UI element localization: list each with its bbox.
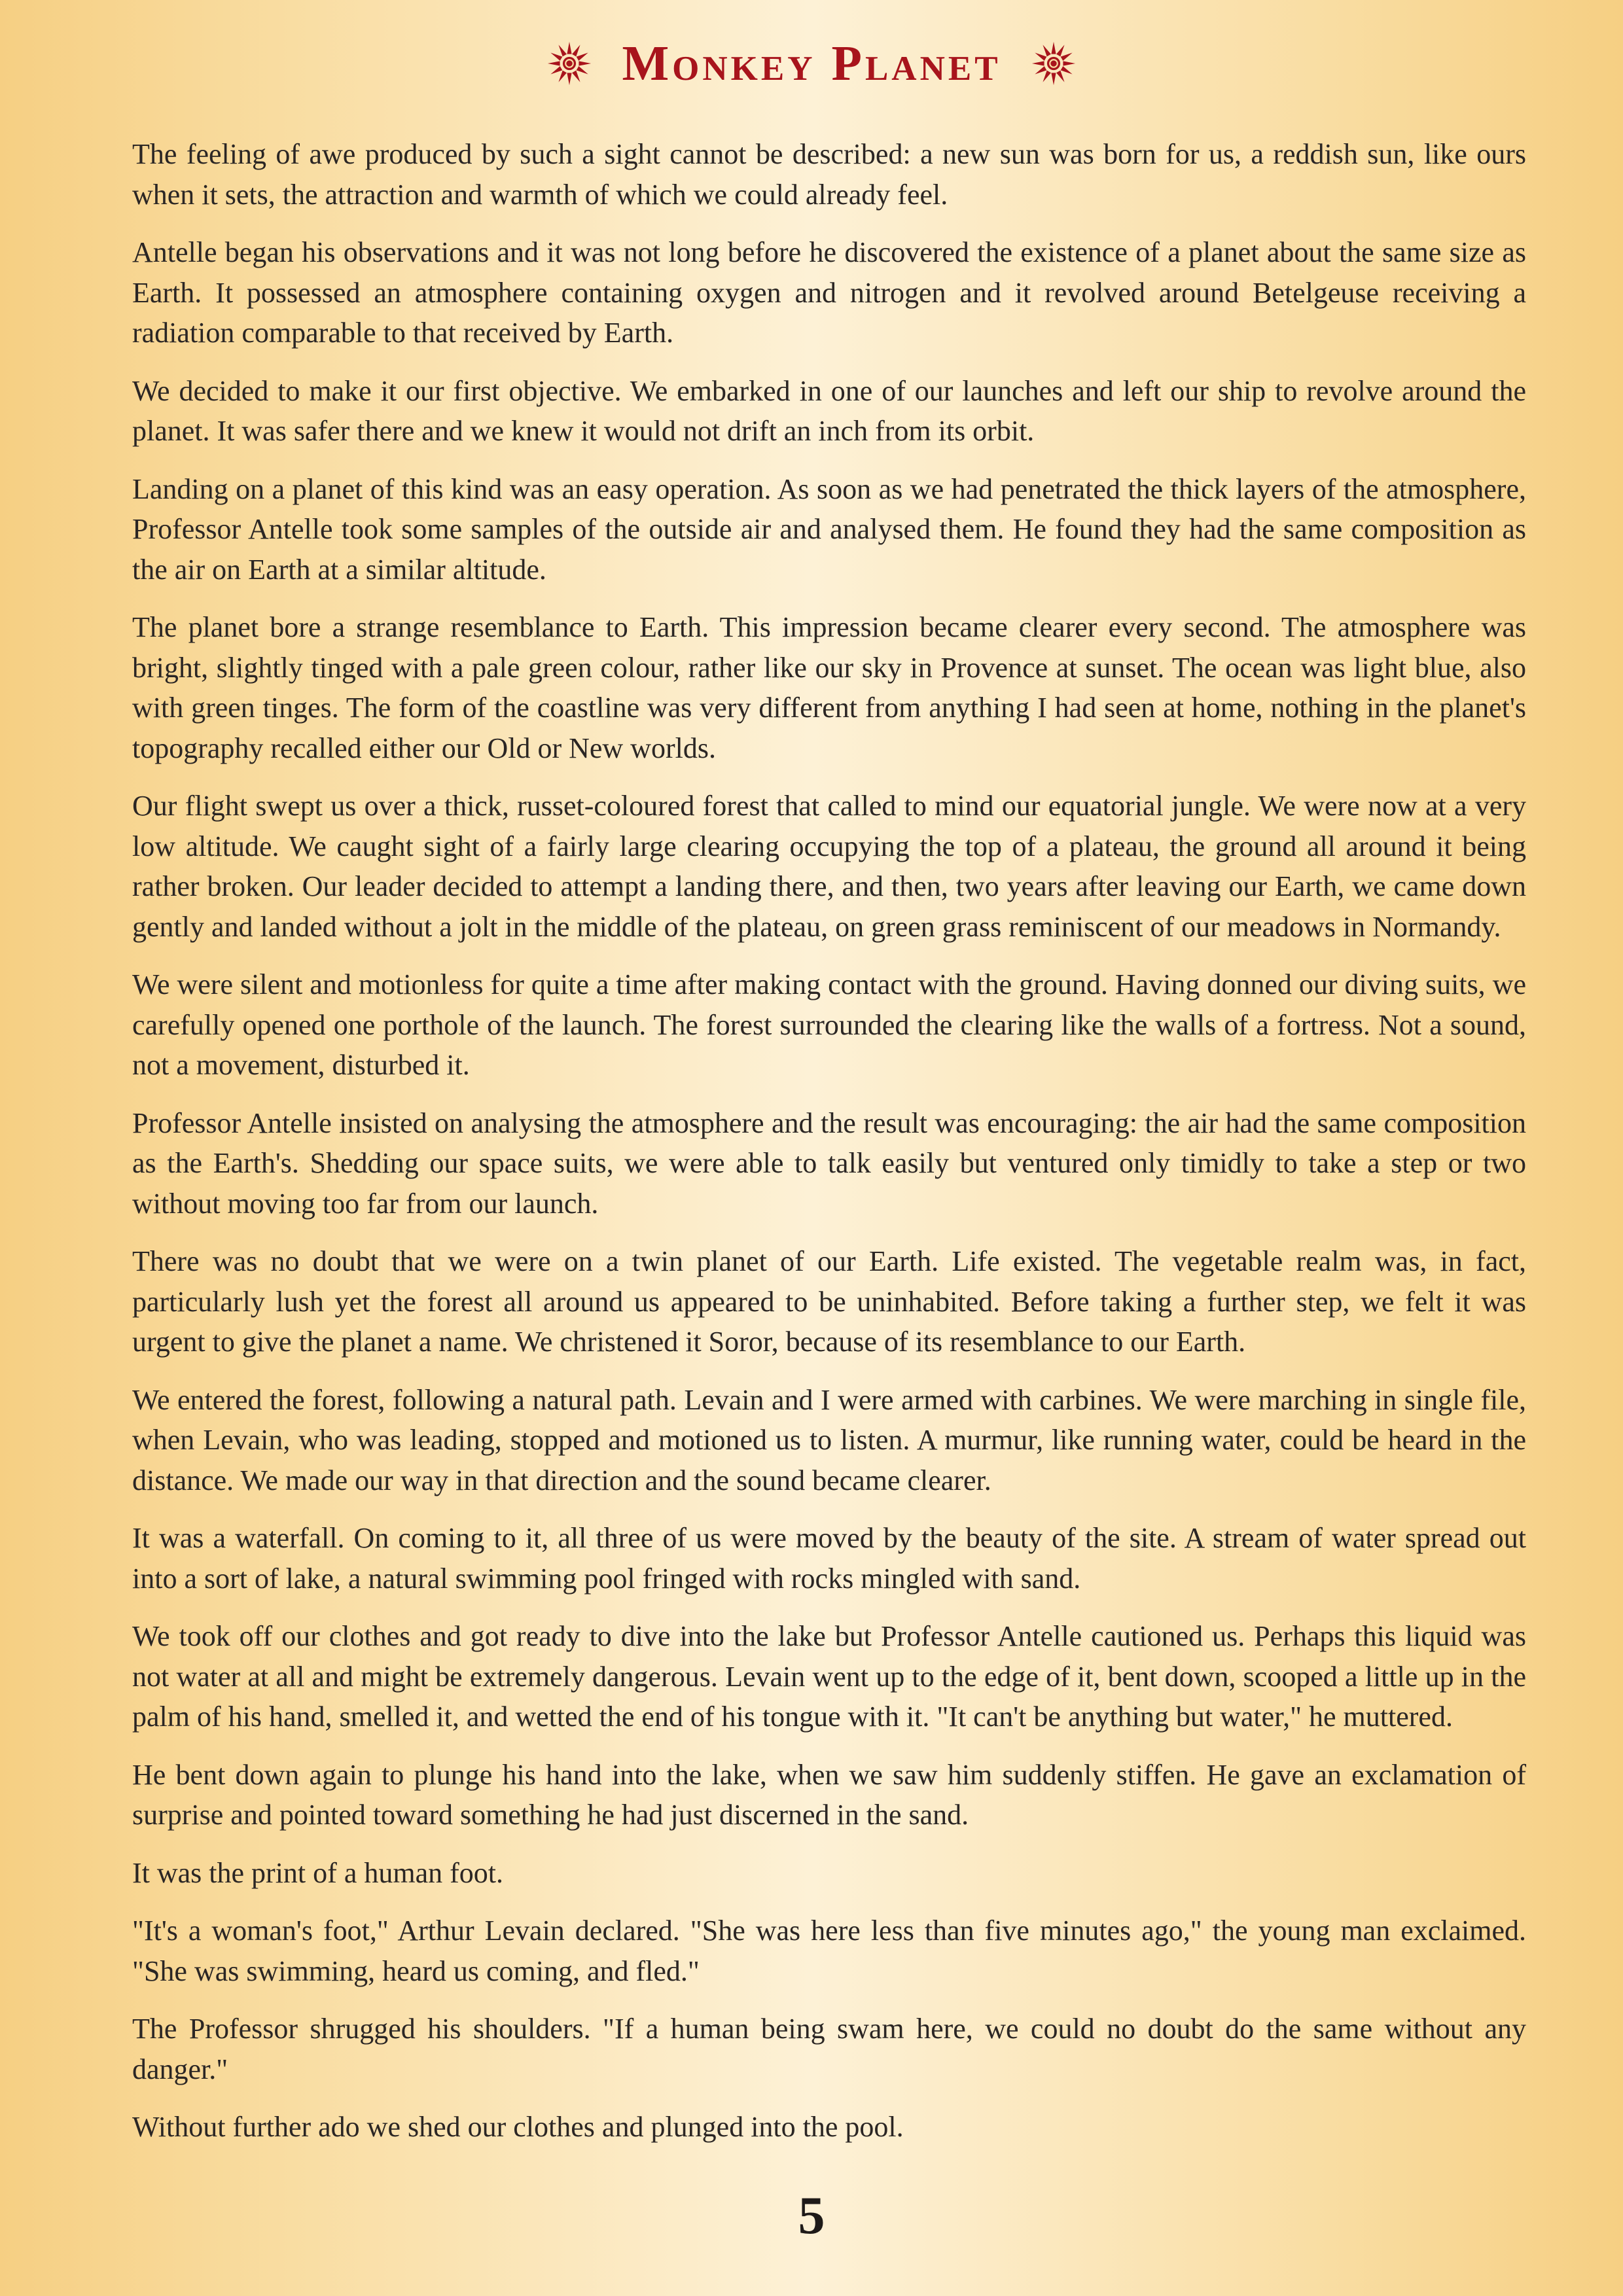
paragraph: We entered the forest, following a natural path. Levain and I were armed with carbines. We were marching in single file, when Levain, who was leading, stopped and motioned us to listen. A murmur, like running water, could be heard in the distance. We made our way in that direction and the sound became clearer. [132,1383,1526,1496]
paragraph: Professor Antelle insisted on analysing the atmosphere and the result was encouraging: the air had the same composition as the Earth's. Shedding our space suits, we were able to talk easily but ventured only timidly to take a step or two without moving too far from our launch. [132,1106,1526,1220]
sunburst-ornament-icon [546,40,593,87]
paragraph: There was no doubt that we were on a twin planet of our Earth. Life existed. The vegetable realm was, in fact, particularly lush yet the forest all around us appeared to be uninhabited. Before taking a further step, we felt it was urgent to give the planet a name. We christened it Soror, because of its resemblance to our Earth. [132,1245,1526,1358]
page-number: 5 [798,2185,825,2245]
paragraph: Antelle began his observations and it was not long before he discovered the existence of a planet about the same size as Earth. It possessed an atmosphere containing oxygen and nitrogen and it revolved around Betelgeuse receiving a radiation comparable to that received by Earth. [132,236,1526,349]
sunburst-ornament-icon [1030,40,1077,87]
paragraph: The Professor shrugged his shoulders. "If a human being swam here, we could no doubt do the same without any danger." [132,2013,1526,2085]
paragraph: Landing on a planet of this kind was an easy operation. As soon as we had penetrated the thick layers of the atmosphere, Professor Antelle took some samples of the outside air and analysed them. He found they had the same composition as the air on Earth at a similar altitude. [132,472,1526,586]
paragraph: The feeling of awe produced by such a sight cannot be described: a new sun was born for us, a reddish sun, like ours when it sets, the attraction and warmth of which we could already feel. [132,138,1526,211]
story-text [132,134,1526,2165]
paragraph: He bent down again to plunge his hand into the lake, when we saw him suddenly stiffen. He gave an exclamation of surprise and pointed toward something he had just discerned in the sand. [132,1758,1526,1831]
paragraph: It was a waterfall. On coming to it, all three of us were moved by the beauty of the site. A stream of water spread out into a sort of lake, a natural swimming pool fringed with rocks mingled with sand. [132,1522,1526,1595]
page-title: Monkey Planet [622,36,1001,91]
paragraph: We took off our clothes and got ready to dive into the lake but Professor Antelle cautioned us. Perhaps this liquid was not water at all and might be extremely dangerous. Levain went up to the edge of it, bent down, scooped a little up in the palm of his hand, smelled it, and wetted the end of his tongue with it. "It can't be anything but water," he muttered. [132,1620,1526,1733]
page-header [0,27,1623,99]
paragraph: Without further ado we shed our clothes and plunged into the pool. [132,2111,904,2143]
paragraph: The planet bore a strange resemblance to Earth. This impression became clearer every second. The atmosphere was bright, slightly tinged with a pale green colour, rather like our sky in Provence at sunset. The ocean was light blue, also with green tinges. The form of the coastline was very different from anything I had seen at home, nothing in the planet's topography recalled either our Old or New worlds. [132,611,1526,764]
paragraph: We decided to make it our first objective. We embarked in one of our launches and left our ship to revolve around the planet. It was safer there and we knew it would not drift an inch from its orbit. [132,374,1526,447]
paragraph: "It's a woman's foot," Arthur Levain declared. "She was here less than five minutes ago," the young man exclaimed. "She was swimming, heard us coming, and fled." [132,1915,1526,1987]
paragraph: Our flight swept us over a thick, russet-coloured forest that called to mind our equatorial jungle. We were now at a very low altitude. We caught sight of a fairly large clearing occupying the top of a plateau, the ground all around it being rather broken. Our leader decided to attempt a landing there, and then, two years after leaving our Earth, we came down gently and landed without a jolt in the middle of the plateau, on green grass reminiscent of our meadows in Normandy. [132,790,1526,943]
paragraph: It was the print of a human foot. [132,1856,503,1889]
paragraph: We were silent and motionless for quite a time after making contact with the ground. Having donned our diving suits, we carefully opened one porthole of the launch. The forest surrounded the clearing like the walls of a fortress. Not a sound, not a movement, disturbed it. [132,968,1526,1081]
